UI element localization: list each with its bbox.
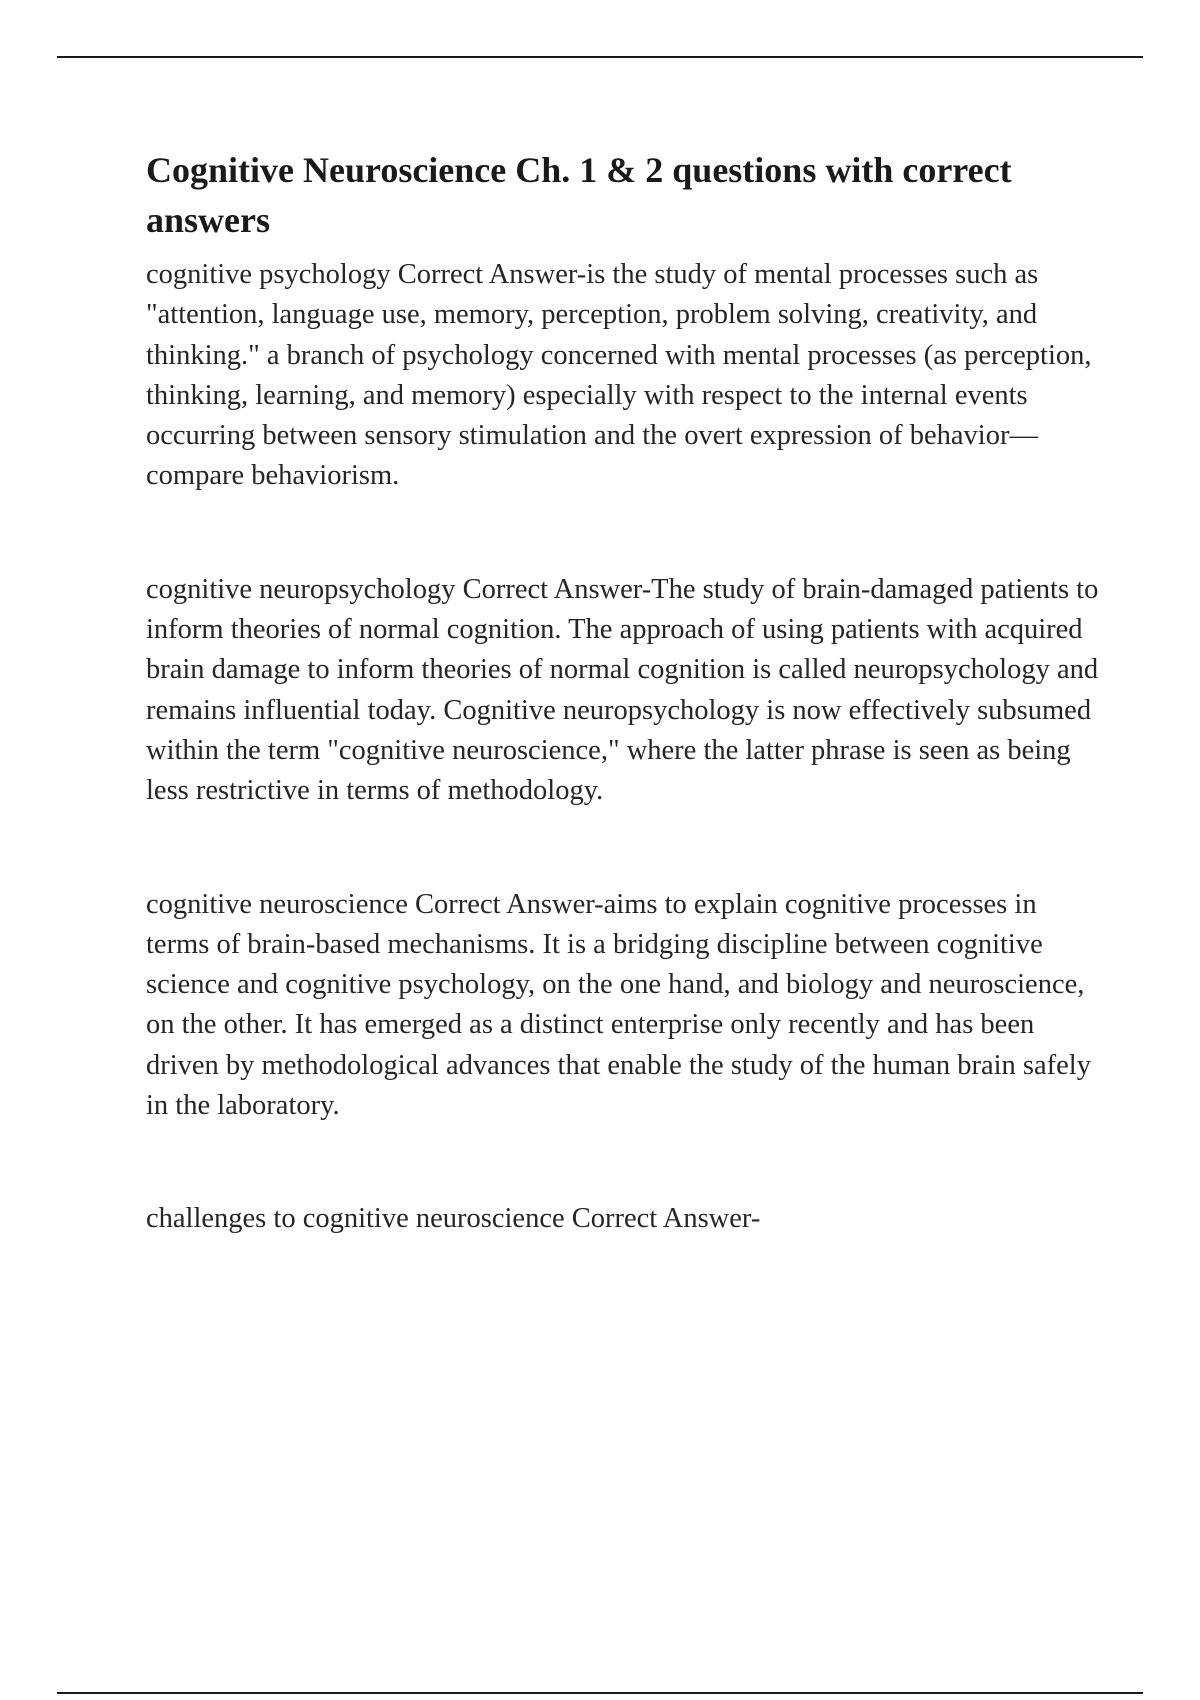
entry-challenges-to-cognitive-neuroscience: challenges to cognitive neuroscience Correct Answer- (146, 1203, 761, 1235)
bottom-divider (57, 1692, 1143, 1694)
top-divider (57, 56, 1143, 58)
entry-cognitive-neuropsychology: cognitive neuropsychology Correct Answer-The study of brain-damaged patients to inform theories of normal cognition. The approach of using patients with acquired brain damage to inform theories of normal cognition is called neuropsychology and remains influential today. Cognitive neuropsychology is now effectively subsumed within the term "cognitive neuroscience," where the latter phrase is seen as being less restrictive in terms of methodology. (146, 573, 1099, 807)
entry-cognitive-psychology: cognitive psychology Correct Answer-is the study of mental processes such as "attention, language use, memory, perception, problem solving, creativity, and thinking." a branch of psychology concerned with mental processes (as perception, thinking, learning, and memory) especially with respect to the internal events occurring between sensory stimulation and the overt expression of behavior—compare behaviorism. (146, 259, 1092, 492)
document-title: Cognitive Neuroscience Ch. 1 & 2 questions with correct answers (146, 150, 1012, 240)
document-body (146, 145, 1106, 1240)
entry-cognitive-neuroscience: cognitive neuroscience Correct Answer-aims to explain cognitive processes in terms of brain-based mechanisms. It is a bridging discipline between cognitive science and cognitive psychology, on the one hand, and biology and neuroscience, on the other. It has emerged as a distinct enterprise only recently and has been driven by methodological advances that enable the study of the human brain safely in the laboratory. (146, 888, 1091, 1122)
